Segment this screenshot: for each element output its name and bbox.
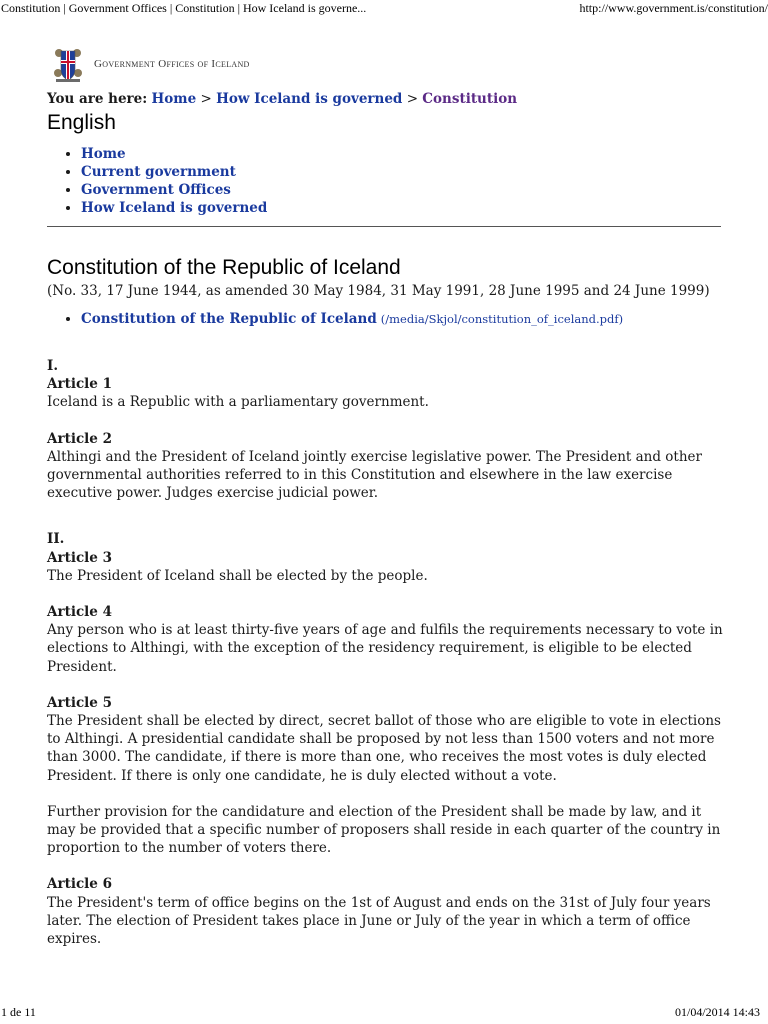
breadcrumb-label: You are here: — [47, 91, 148, 107]
article-paragraph: Any person who is at least thirty-five years of age and fulfils the requirements necessary to vote in elections to Althingi, with the exception of the residency requirement, is eligible to be elected President. — [47, 622, 723, 675]
page-content — [47, 42, 727, 948]
article-paragraph: Further provision for the candidature and election of the President shall be made by law, and it may be provided that a specific number of proposers shall reside in each quarter of the country in proportion to the number of voters there. — [47, 803, 721, 857]
article-paragraph: The President shall be elected by direct, secret ballot of those who are eligible to vote in elections to Althingi. A presidential candidate shall be proposed by not less than 1500 voters and not more than 3000. The candidate, if there is more than one, who receives the most votes is duly elected President. If there is only one candidate, he is duly elected without a vote. — [47, 713, 721, 784]
nav-item-home — [81, 145, 727, 163]
nav-link-government-offices[interactable]: Government Offices — [81, 182, 231, 198]
chapter-heading: I. — [47, 358, 59, 374]
article-5 — [47, 694, 727, 858]
coat-of-arms-icon — [52, 45, 84, 83]
site-nav — [47, 145, 727, 217]
print-header — [0, 0, 768, 18]
logo-text: Government Offices of Iceland — [94, 58, 250, 70]
nav-item-current-government — [81, 163, 727, 181]
article-paragraph: Iceland is a Republic with a parliamentary government. — [47, 394, 429, 411]
breadcrumb-how-iceland-link[interactable]: How Iceland is governed — [216, 91, 403, 107]
article-title: Article 6 — [47, 876, 112, 893]
constitution-pdf-link[interactable]: Constitution of the Republic of Iceland — [81, 311, 377, 327]
nav-link-home[interactable]: Home — [81, 146, 126, 162]
file-list-item — [81, 310, 727, 328]
print-timestamp: 01/04/2014 14:43 — [674, 1005, 760, 1019]
nav-item-government-offices — [81, 181, 727, 199]
divider — [47, 226, 721, 227]
site-logo[interactable] — [52, 42, 727, 86]
breadcrumb-separator: > — [200, 91, 212, 107]
language-heading: English — [47, 111, 116, 134]
constitution-pdf-path: (/media/Skjol/constitution_of_iceland.pdf) — [380, 312, 624, 326]
article-paragraph: The President of Iceland shall be elected by the people. — [47, 567, 428, 584]
article-title: Article 2 — [47, 430, 112, 447]
article-4 — [47, 603, 727, 676]
article-3 — [47, 549, 727, 585]
article-1 — [47, 375, 727, 411]
page-number: 1 de 11 — [1, 1005, 36, 1019]
nav-link-how-iceland-is-governed[interactable]: How Iceland is governed — [81, 200, 268, 216]
article-title: Article 1 — [47, 376, 112, 393]
print-page-title: Constitution | Government Offices | Constitution | How Iceland is governe... — [1, 1, 367, 15]
article-6 — [47, 875, 727, 948]
breadcrumb — [47, 90, 727, 108]
breadcrumb-home-link[interactable]: Home — [151, 91, 197, 107]
article-title: Article 4 — [47, 604, 112, 621]
print-footer — [0, 1006, 768, 1024]
constitution-body — [47, 357, 727, 948]
nav-item-how-iceland-is-governed — [81, 199, 727, 217]
article-title: Article 5 — [47, 694, 112, 711]
article-title: Article 3 — [47, 549, 112, 566]
page-subtitle: (No. 33, 17 June 1944, as amended 30 May 1984, 31 May 1991, 28 June 1995 and 24 June 1999) — [47, 283, 710, 299]
article-paragraph: Althingi and the President of Iceland jointly exercise legislative power. The President and other governmental authorities referred to in this Constitution and elsewhere in the law exercise executive power. Judges exercise judicial power. — [47, 448, 702, 502]
article-paragraph: The President's term of office begins on the 1st of August and ends on the 31st of July four years later. The election of President takes place in June or July of the year in which a term of office expires. — [47, 894, 711, 948]
nav-link-current-government[interactable]: Current government — [81, 164, 236, 180]
breadcrumb-separator: > — [406, 91, 418, 107]
article-2 — [47, 430, 727, 503]
print-page-url: http://www.government.is/constitution/ — [579, 1, 768, 15]
file-list — [47, 310, 727, 328]
chapter-heading: II. — [47, 531, 65, 548]
breadcrumb-constitution-link[interactable]: Constitution — [422, 91, 518, 107]
page-title: Constitution of the Republic of Iceland — [47, 256, 401, 279]
